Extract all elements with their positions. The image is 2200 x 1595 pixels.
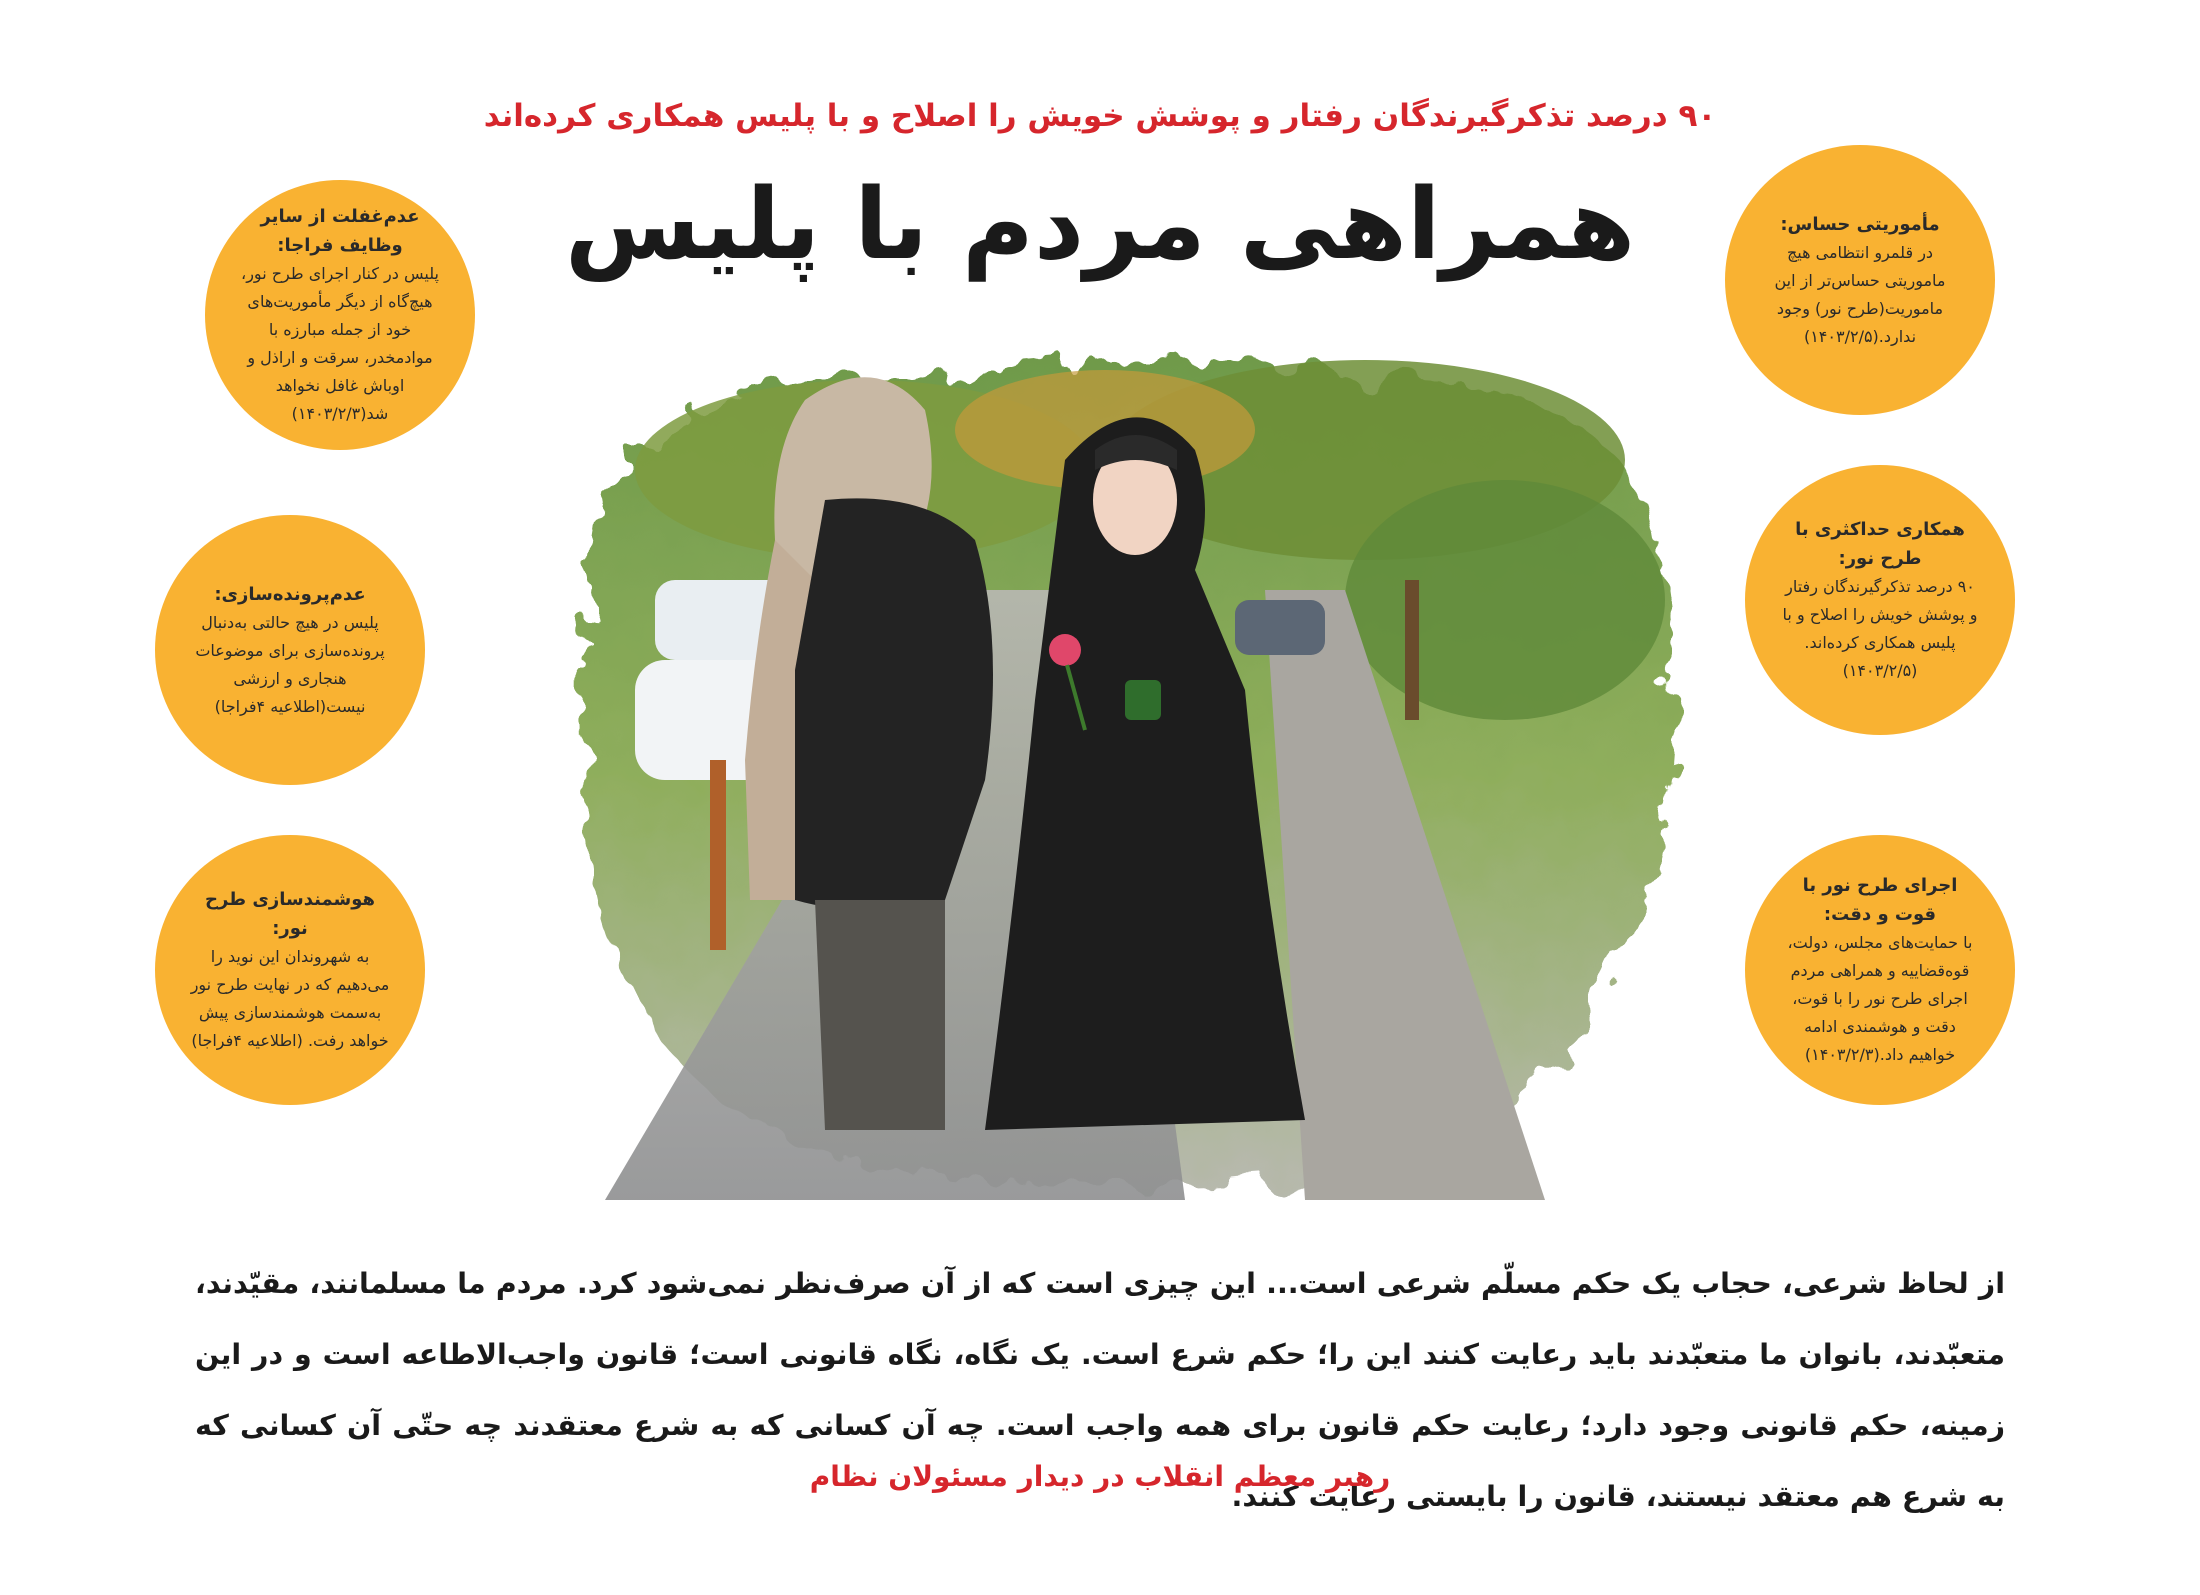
rose-flower <box>1049 634 1081 666</box>
circle-heading: عدم‌پرونده‌سازی: <box>214 583 366 605</box>
quote-text: از لحاظ شرعی، حجاب یک حکم مسلّم شرعی است... این چیزی است که از آن صرف‌نظر نمی‌شود کرد. مردم ما مسلمانند، مقیّدند، متعبّدند، بانوان ما متعبّدند باید رعایت کنند این را؛ حکم شرع است. یک نگاه، نگاه قانونی است؛ قانون واجب‌الاطاعه است و در این زمینه، حکم قانونی وجود دارد؛ رعایت حکم قانون برای همه واجب است. چه آن کسانی که به شرع معتقدند چه حتّی آن کسانی که به شرع هم معتقد نیستند، قانون را بایستی رعایت کنند. <box>195 1267 2005 1513</box>
circle-heading: عدم‌غفلت از سایر وظایف فراجا: <box>260 206 420 256</box>
circle-body: به شهروندان این نوید را می‌دهیم که در نهایت طرح نور به‌سمت هوشمندسازی پیش خواهد رفت. (اطلاعیه ۴فراجا) <box>190 947 390 1050</box>
circle-body: پلیس در کنار اجرای طرح نور، هیچ‌گاه از دیگر مأموریت‌های خود از جمله مبارزه با موادمخدر، سرقت و اراذل و اوباش غافل نخواهد شد(۱۴۰۳/۲/۳) <box>241 264 439 423</box>
circle-body: ۹۰ درصد تذکرگیرندگان رفتار و پوشش خویش را اصلاح و با پلیس همکاری کرده‌اند. (۱۴۰۳/۲/۵) <box>1782 577 1978 680</box>
circle-body: در قلمرو انتظامی هیچ ماموریتی حساس‌تر از این ماموریت(طرح نور) وجود ندارد.(۱۴۰۳/۲/۵) <box>1774 242 1946 346</box>
circle-no-neglect <box>205 180 475 450</box>
circle-heading: همکاری حداکثری با طرح نور: <box>1795 519 1965 569</box>
quote-source: رهبر معظم انقلاب در دیدار مسئولان نظام <box>809 1460 1391 1493</box>
circle-heading: مأموریتی حساس: <box>1780 213 1940 235</box>
subtitle: ۹۰ درصد تذکرگیرندگان رفتار و پوشش خویش را اصلاح و با پلیس همکاری کرده‌اند <box>483 98 1717 134</box>
circle-strength-precision <box>1745 835 2015 1105</box>
circle-max-cooperation <box>1745 465 2015 735</box>
circle-smart-plan <box>155 835 425 1105</box>
illustration-women-street <box>545 340 1715 1200</box>
page-title: همراهی مردم با پلیس <box>564 168 1636 282</box>
circle-no-dossier <box>155 515 425 785</box>
circle-body: پلیس در هیچ حالتی به‌دنبال پرونده‌سازی برای موضوعات هنجاری و ارزشی نیست(اطلاعیه ۴فراجا) <box>195 612 385 716</box>
circle-body: با حمایت‌های مجلس، دولت، قوه‌قضاییه و همراهی مردم اجرای طرح نور را با قوت، دقت و هوشمندی ادامه خواهیم داد.(۱۴۰۳/۲/۳) <box>1787 933 1973 1064</box>
circle-heading: اجرای طرح نور با قوت و دقت: <box>1802 875 1958 925</box>
circle-sensitive-mission <box>1725 145 1995 415</box>
circle-heading: هوشمندسازی طرح نور: <box>205 889 375 939</box>
